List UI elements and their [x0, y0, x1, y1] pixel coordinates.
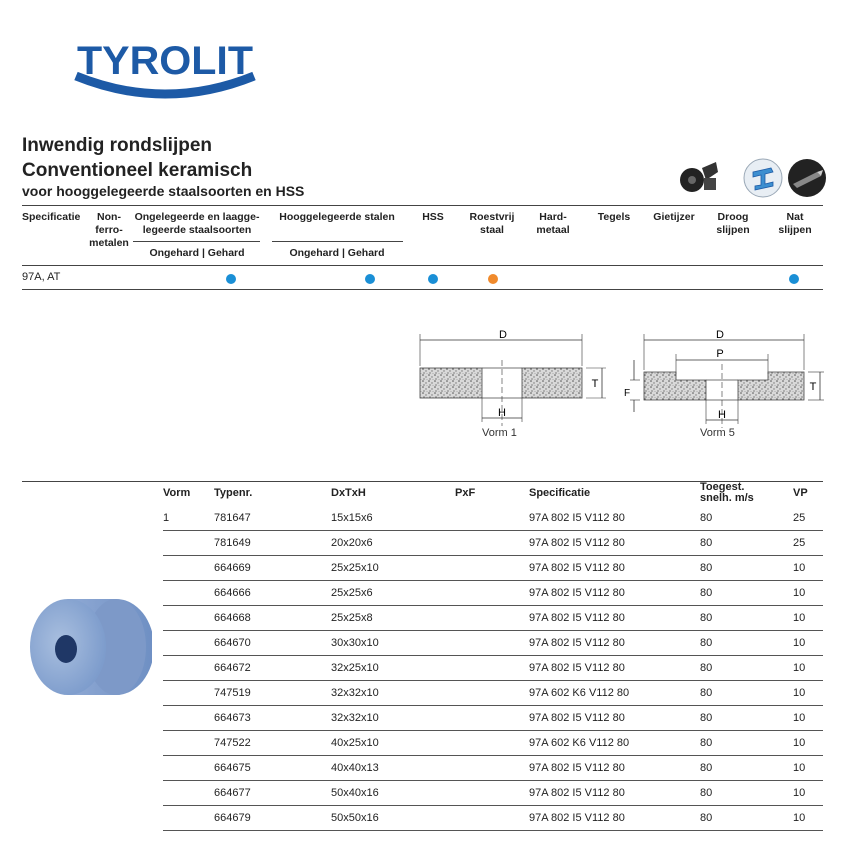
cell-pxf [455, 706, 529, 731]
cell-typenr: 664670 [214, 631, 331, 656]
page-description: voor hooggelegeerde staalsoorten en HSS [22, 183, 305, 199]
spec-row-label: 97A, AT [22, 271, 61, 283]
dot-nat [789, 274, 799, 284]
cell-vorm [163, 606, 214, 631]
cell-typenr: 664677 [214, 781, 331, 806]
cell-typenr: 664675 [214, 756, 331, 781]
cell-dxtxh: 20x20x6 [331, 531, 455, 556]
form1-label-h: H [498, 407, 506, 419]
cell-speed: 80 [700, 706, 793, 731]
cell-typenr: 664672 [214, 656, 331, 681]
cell-speed: 80 [700, 531, 793, 556]
header-roestvrij: Roestvrij staal [469, 211, 515, 236]
table-row [22, 556, 823, 581]
cell-vorm [163, 656, 214, 681]
cell-dxtxh: 50x40x16 [331, 781, 455, 806]
image-column-cell [22, 556, 163, 581]
col-specificatie: Specificatie [529, 487, 591, 499]
cell-typenr: 747519 [214, 681, 331, 706]
cell-vorm [163, 806, 214, 831]
cell-typenr: 664668 [214, 606, 331, 631]
cell-speed: 80 [700, 781, 793, 806]
cell-vp: 10 [793, 806, 823, 831]
cell-spec: 97A 802 I5 V112 80 [529, 556, 700, 581]
ongelegeerde-subrule [133, 241, 260, 242]
cell-dxtxh: 25x25x6 [331, 581, 455, 606]
header-ongelegeerde: Ongelegeerde en laagge- legeerde staalsoorten [134, 211, 260, 236]
cell-vorm [163, 706, 214, 731]
cell-pxf [455, 731, 529, 756]
dot-ongelegeerde [226, 274, 236, 284]
form5-label-d: D [716, 329, 724, 341]
cell-pxf [455, 656, 529, 681]
cell-dxtxh: 30x30x10 [331, 631, 455, 656]
form1-label-d: D [499, 329, 507, 341]
cell-spec: 97A 602 K6 V112 80 [529, 731, 700, 756]
cell-pxf [455, 556, 529, 581]
cell-speed: 80 [700, 731, 793, 756]
cell-pxf [455, 781, 529, 806]
cell-vp: 10 [793, 656, 823, 681]
table-row [22, 531, 823, 556]
cell-vp: 10 [793, 756, 823, 781]
form5-label-p: P [716, 348, 724, 360]
dot-hooggelegeerde [365, 274, 375, 284]
cell-vorm [163, 731, 214, 756]
table-row [22, 506, 823, 531]
col-toegest: Toegest. snelh. m/s [700, 481, 754, 504]
cell-spec: 97A 802 I5 V112 80 [529, 631, 700, 656]
dot-roestvrij [488, 274, 498, 284]
header-tegels: Tegels [597, 211, 631, 223]
cell-vp: 10 [793, 631, 823, 656]
cell-dxtxh: 25x25x8 [331, 606, 455, 631]
cell-spec: 97A 802 I5 V112 80 [529, 656, 700, 681]
cell-pxf [455, 506, 529, 531]
col-typenr: Typenr. [214, 487, 253, 499]
table-row [22, 806, 823, 831]
cell-vorm [163, 531, 214, 556]
steel-beam-icon [743, 158, 783, 198]
cell-vp: 10 [793, 781, 823, 806]
cell-dxtxh: 32x32x10 [331, 706, 455, 731]
form1-label-t: T [591, 378, 599, 390]
cell-speed: 80 [700, 581, 793, 606]
hss-tool-icon [787, 158, 827, 198]
cell-typenr: 781647 [214, 506, 331, 531]
header-hss: HSS [422, 211, 444, 223]
image-column-cell [22, 756, 163, 781]
cell-speed: 80 [700, 806, 793, 831]
header-gietijzer: Gietijzer [653, 211, 695, 223]
cell-dxtxh: 32x32x10 [331, 681, 455, 706]
cell-dxtxh: 15x15x6 [331, 506, 455, 531]
cell-spec: 97A 802 I5 V112 80 [529, 606, 700, 631]
col-vorm: Vorm [163, 487, 191, 499]
cell-speed: 80 [700, 556, 793, 581]
hand-wheel-icon [676, 158, 720, 198]
header-hooggelegeerde: Hooggelegeerde stalen [279, 211, 395, 223]
cell-spec: 97A 802 I5 V112 80 [529, 706, 700, 731]
brand-name: TYROLIT [77, 39, 253, 83]
cell-vp: 25 [793, 531, 823, 556]
cell-pxf [455, 631, 529, 656]
cell-pxf [455, 581, 529, 606]
cell-speed: 80 [700, 681, 793, 706]
spec-table-top-rule [22, 205, 823, 206]
cell-dxtxh: 40x40x13 [331, 756, 455, 781]
cell-vorm: 1 [163, 506, 214, 531]
blue-grinding-wheel-photo [20, 585, 152, 705]
cell-dxtxh: 50x50x16 [331, 806, 455, 831]
cell-vorm [163, 631, 214, 656]
image-column-cell [22, 531, 163, 556]
cell-vorm [163, 756, 214, 781]
header-non-ferro: Non- ferro- metalen [89, 211, 129, 249]
spec-table-bottom-rule [22, 289, 823, 290]
cell-typenr: 747522 [214, 731, 331, 756]
cell-typenr: 781649 [214, 531, 331, 556]
cell-pxf [455, 606, 529, 631]
image-column-cell [22, 731, 163, 756]
form1-caption: Vorm 1 [482, 427, 517, 439]
header-hooggelegeerde-sub: Ongehard | Gehard [289, 247, 385, 259]
cell-typenr: 664669 [214, 556, 331, 581]
spec-table-header-rule [22, 265, 823, 266]
page-subtitle: Conventioneel keramisch [22, 160, 253, 181]
cell-speed: 80 [700, 656, 793, 681]
form5-label-h: H [718, 409, 726, 421]
cell-speed: 80 [700, 756, 793, 781]
image-column-cell [22, 706, 163, 731]
cell-vp: 10 [793, 706, 823, 731]
cell-typenr: 664666 [214, 581, 331, 606]
cell-speed: 80 [700, 631, 793, 656]
cell-vorm [163, 581, 214, 606]
image-column-cell [22, 506, 163, 531]
cell-speed: 80 [700, 606, 793, 631]
cell-vorm [163, 681, 214, 706]
cell-pxf [455, 806, 529, 831]
header-specificatie: Specificatie [22, 211, 81, 223]
cell-spec: 97A 802 I5 V112 80 [529, 506, 700, 531]
cell-spec: 97A 802 I5 V112 80 [529, 581, 700, 606]
hooggelegeerde-subrule [272, 241, 403, 242]
cell-pxf [455, 681, 529, 706]
cell-typenr: 664679 [214, 806, 331, 831]
cell-vp: 10 [793, 681, 823, 706]
cell-vp: 10 [793, 731, 823, 756]
dot-hss [428, 274, 438, 284]
cell-spec: 97A 802 I5 V112 80 [529, 806, 700, 831]
form5-label-f: F [623, 388, 631, 399]
page-title: Inwendig rondslijpen [22, 135, 212, 156]
table-row [22, 706, 823, 731]
cell-pxf [455, 756, 529, 781]
col-dxtxh: DxTxH [331, 487, 366, 499]
cell-vp: 10 [793, 606, 823, 631]
header-droog: Droog slijpen [716, 211, 750, 236]
header-nat: Nat slijpen [778, 211, 812, 236]
tyrolit-logo [70, 30, 260, 104]
table-row [22, 781, 823, 806]
col-vp: VP [793, 487, 808, 499]
cell-spec: 97A 802 I5 V112 80 [529, 756, 700, 781]
image-column-cell [22, 781, 163, 806]
cell-dxtxh: 32x25x10 [331, 656, 455, 681]
col-pxf: PxF [455, 487, 476, 499]
cell-dxtxh: 40x25x10 [331, 731, 455, 756]
cell-speed: 80 [700, 506, 793, 531]
cell-vorm [163, 781, 214, 806]
image-column-cell [22, 806, 163, 831]
cell-vp: 25 [793, 506, 823, 531]
form5-caption: Vorm 5 [700, 427, 735, 439]
table-row [22, 756, 823, 781]
cell-vorm [163, 556, 214, 581]
cell-dxtxh: 25x25x10 [331, 556, 455, 581]
cell-vp: 10 [793, 581, 823, 606]
cell-spec: 97A 802 I5 V112 80 [529, 531, 700, 556]
header-ongelegeerde-sub: Ongehard | Gehard [149, 247, 245, 259]
cell-spec: 97A 802 I5 V112 80 [529, 781, 700, 806]
cell-vp: 10 [793, 556, 823, 581]
header-hardmetaal: Hard- metaal [536, 211, 570, 236]
table-row [22, 731, 823, 756]
cell-spec: 97A 602 K6 V112 80 [529, 681, 700, 706]
cell-typenr: 664673 [214, 706, 331, 731]
form5-label-t: T [809, 381, 817, 393]
cell-pxf [455, 531, 529, 556]
